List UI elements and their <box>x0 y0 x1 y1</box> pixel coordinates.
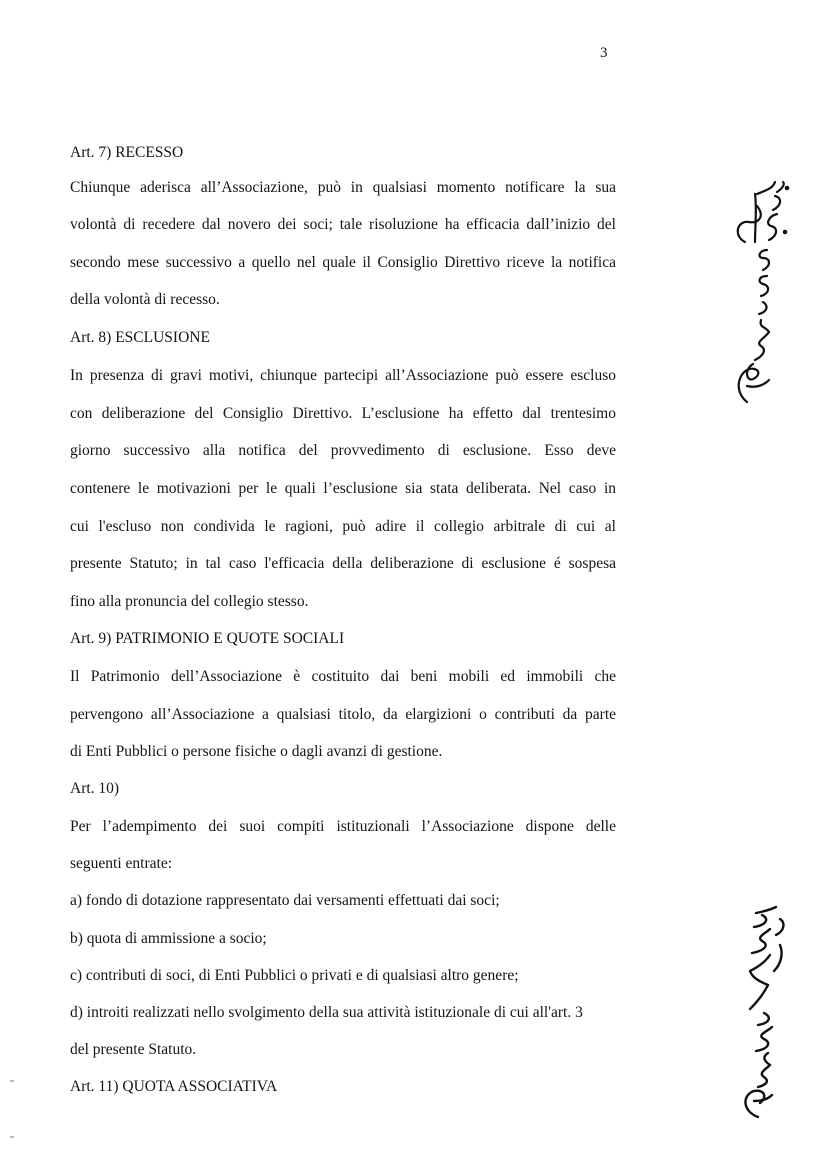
body-line: Per l’adempimento dei suoi compiti istituzionali l’Associazione dispone delle <box>70 818 616 835</box>
body-line: pervengono all’Associazione a qualsiasi titolo, da elargizioni o contributi da parte <box>70 706 616 723</box>
scan-speck <box>10 1136 14 1138</box>
list-item: d) introiti realizzati nello svolgimento della sua attività istituzionale di cui all'art. 3 <box>70 1004 583 1021</box>
body-line: volontà di recedere dal novero dei soci; tale risoluzione ha efficacia dall’inizio del <box>70 216 616 233</box>
section-heading: Art. 7) RECESSO <box>70 144 184 161</box>
body-line: con deliberazione del Consiglio Direttivo. L’esclusione ha effetto dal trentesimo <box>70 405 616 422</box>
body-line: presente Statuto; in tal caso l'efficacia della deliberazione di esclusione é sospesa <box>70 555 616 572</box>
body-line: cui l'escluso non condivida le ragioni, può adire il collegio arbitrale di cui al <box>70 518 616 535</box>
body-line: Chiunque aderisca all’Associazione, può in qualsiasi momento notificare la sua <box>70 179 616 196</box>
list-item: b) quota di ammissione a socio; <box>70 930 267 947</box>
list-item: a) fondo di dotazione rappresentato dai versamenti effettuati dai soci; <box>70 892 500 909</box>
body-line: secondo mese successivo a quello nel quale il Consiglio Direttivo riceve la notifica <box>70 254 616 271</box>
section-heading: Art. 8) ESCLUSIONE <box>70 329 210 346</box>
page-number: 3 <box>600 45 608 61</box>
body-line: giorno successivo alla notifica del provvedimento di esclusione. Esso deve <box>70 442 616 459</box>
body-line: Il Patrimonio dell’Associazione è costituito dai beni mobili ed immobili che <box>70 668 616 685</box>
signature-lower <box>728 905 798 1120</box>
list-item: del presente Statuto. <box>70 1041 197 1058</box>
body-line: fino alla pronuncia del collegio stesso. <box>70 593 309 610</box>
signature-upper <box>725 180 805 405</box>
section-heading: Art. 11) QUOTA ASSOCIATIVA <box>70 1078 278 1095</box>
scan-speck <box>10 1080 14 1082</box>
list-item: c) contributi di soci, di Enti Pubblici o privati e di qualsiasi altro genere; <box>70 967 519 984</box>
body-line: di Enti Pubblici o persone fisiche o dagli avanzi di gestione. <box>70 743 443 760</box>
section-heading: Art. 10) <box>70 780 120 797</box>
body-line: In presenza di gravi motivi, chiunque partecipi all’Associazione può essere escluso <box>70 367 616 384</box>
section-heading: Art. 9) PATRIMONIO E QUOTE SOCIALI <box>70 630 345 647</box>
body-line: contenere le motivazioni per le quali l’esclusione sia stata deliberata. Nel caso in <box>70 480 616 497</box>
body-line: della volontà di recesso. <box>70 291 220 308</box>
body-line: seguenti entrate: <box>70 855 172 872</box>
